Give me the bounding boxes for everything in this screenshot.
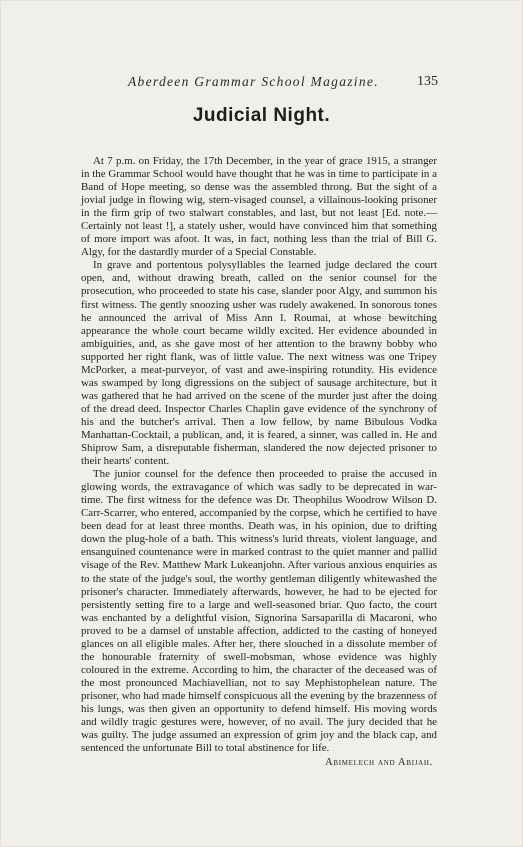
paragraph: The junior counsel for the defence then proceeded to praise the accused in glowing words, the extravagance of which was sadly to be deprecated in war-time. The first witness for the defence was Dr. Theophilus Woodrow Wilson D. Carr-Scarrer, who entered, accompanied by the corpse, which he certified to have been dead for at least three months. Death was, in his opinion, due to drifting down the plug-hole of a bath. This witness's lurid threats, violent language, and ensanguined countenance were in marked contrast to the quiet manner and pallid visage of the Rev. Matthew Mark Lukeanjohn. After various anxious enquiries as to the state of the judge's soul, the worthy gentleman diligently whitewashed the prisoner's character. Immediately afterwards, however, he had to be ejected for persistently setting fire to a large and well-seasoned briar. Quo facto, the court was enchanted by a delightful vision, Signorina Sarsaparilla di Macaroni, who proved to be a damsel of unstable affection, addicted to the casting of honeyed glances on all eligible males. After her, there slouched in a dissolute member of the honourable fraternity of swell-mobsman, whose evidence was highly coloured in the extreme. According to him, the character of the deceased was of the most pronounced Machiavellian, not to say Mephistophelean nature. The prisoner, who had made himself conspicuous all the evening by the brazenness of his lungs, was then given an opportunity to defend himself. His moving words and wildly tragic gestures were, however, of no avail. The jury decided that he was guilty. The judge assumed an expression of grim joy and the black cap, and sentenced the unfortunate Bill to total abstinence for life. <box>81 468 437 755</box>
article-title: Judicial Night. <box>192 105 331 126</box>
author-signature: Abimelech and Abijah. <box>325 757 433 769</box>
paragraph: In grave and portentous polysyllables the learned judge declared the court open, and, without drawing breath, called on the senior counsel for the prosecution, who proceeded to state his case, slander poor Algy, and summon his first witness. The gently snoozing usher was rudely awakened. In sonorous tones he announced the arrival of Miss Ann I. Roumai, at whose bewitching appearance the whole court became wildly excited. Her evidence abounded in ambiguities, and, as she gave most of her attention to the brawny bobby who supported her right flank, was of little value. The next witness was one Tripey McPorker, a meat-purveyor, of vast and awe-inspiring rotundity. His evidence was swamped by long digressions on the subject of sausage architecture, but it was gathered that he had arrived on the scene of the murder just after the doing of the dread deed. Inspector Charles Chaplin gave evidence of the synchrony of his and the butcher's arrival. Then a low fellow, by name Bibulous Vodka Manhattan-Cocktail, a publican, and, it is feared, a sinner, was called in. He and Shiprow Sam, a disreputable fisherman, slandered the now dejected prisoner to their hearts' content. <box>81 259 437 468</box>
paragraph: At 7 p.m. on Friday, the 17th December, in the year of grace 1915, a stranger in the Grammar School would have thought that he was in time to participate in a Band of Hope meeting, so dense was the assembled throng. But the sight of a jovial judge in flowing wig, stern-visaged counsel, a villainous-looking prisoner in the firm grip of two stalwart constables, and last, but not least [Ed. note.—Certainly not least !], a stately usher, would have convinced him that something of more import was afoot. It was, in fact, nothing less than the trial of Bill G. Algy, for the dastardly murder of a Special Constable. <box>81 155 437 259</box>
article-body <box>81 155 437 769</box>
running-header <box>66 74 438 94</box>
page-number: 135 <box>417 74 438 89</box>
running-title: Aberdeen Grammar School Magazine. <box>128 74 379 89</box>
